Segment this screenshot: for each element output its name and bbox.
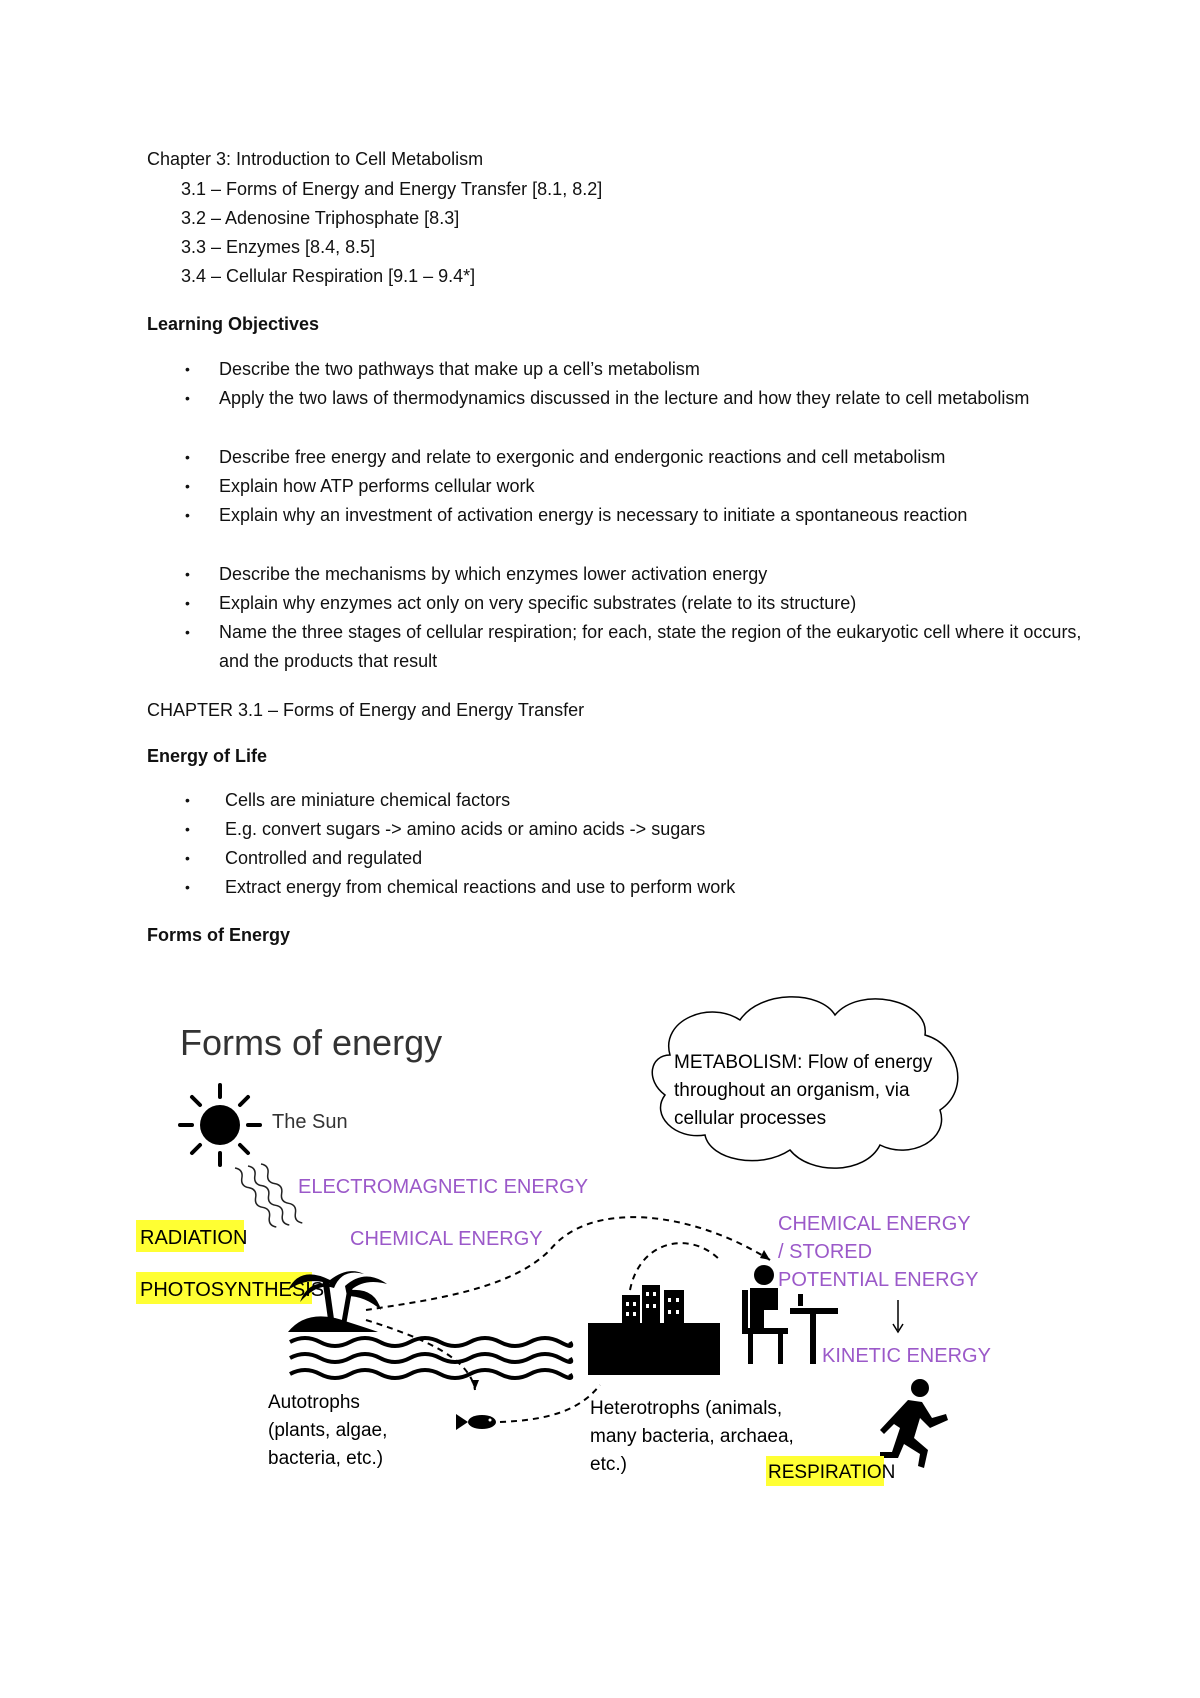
city-icon: [588, 1285, 720, 1375]
bullet-icon: •: [185, 449, 190, 465]
chemical-energy-label: CHEMICAL ENERGY: [350, 1228, 543, 1250]
bullet-icon: •: [185, 595, 190, 611]
forms-of-energy-figure: [130, 990, 1070, 1530]
heterotrophs-line: many bacteria, archaea,: [590, 1426, 794, 1447]
stored-energy-line: CHEMICAL ENERGY: [778, 1213, 971, 1235]
autotrophs-line: (plants, algae,: [268, 1420, 388, 1441]
fish-icon: [456, 1414, 496, 1430]
objective-text: Explain why an investment of activation energy is necessary to initiate a spontaneous reaction: [219, 505, 968, 525]
bullet-icon: •: [185, 624, 190, 640]
energy-of-life-text: Controlled and regulated: [225, 848, 423, 868]
toc-item: 3.3 – Enzymes [8.4, 8.5]: [181, 237, 376, 257]
energy-of-life-text: Extract energy from chemical reactions and use to perform work: [225, 877, 736, 897]
section-title: CHAPTER 3.1 – Forms of Energy and Energy Transfer: [147, 700, 585, 720]
heterotrophs-line: etc.): [590, 1454, 627, 1475]
bullet-icon: •: [185, 821, 190, 837]
toc-item: 3.4 – Cellular Respiration [9.1 – 9.4*]: [181, 266, 476, 286]
objective-text: Apply the two laws of thermodynamics discussed in the lecture and how they relate to cell metabolism: [219, 388, 1030, 408]
objectives-heading: Learning Objectives: [147, 314, 320, 334]
autotrophs-line: bacteria, etc.): [268, 1448, 384, 1469]
objective-text: Describe the two pathways that make up a cell’s metabolism: [219, 359, 700, 379]
toc-item: 3.1 – Forms of Energy and Energy Transfer [8.1, 8.2]: [181, 179, 603, 199]
stored-energy-line: / STORED: [778, 1241, 873, 1263]
kinetic-energy-label: KINETIC ENERGY: [822, 1345, 991, 1367]
objective-text: Explain why enzymes act only on very specific substrates (relate to its structure): [219, 593, 857, 613]
cloud-line: METABOLISM: Flow of energy: [674, 1052, 933, 1073]
runner-icon: [880, 1379, 948, 1468]
heterotrophs-line: Heterotrophs (animals,: [590, 1398, 783, 1419]
figure-canvas: [130, 990, 1070, 1530]
bullet-icon: •: [185, 879, 190, 895]
electromagnetic-label: ELECTROMAGNETIC ENERGY: [298, 1176, 589, 1198]
bullet-icon: •: [185, 390, 190, 406]
chapter-title: Chapter 3: Introduction to Cell Metabolism: [147, 149, 484, 169]
respiration-label: RESPIRATION: [768, 1462, 896, 1483]
objective-text: Explain how ATP performs cellular work: [219, 476, 535, 496]
energy-of-life-text: E.g. convert sugars -> amino acids or amino acids -> sugars: [225, 819, 706, 839]
energy-of-life-text: Cells are miniature chemical factors: [225, 790, 511, 810]
bullet-icon: •: [185, 792, 190, 808]
bullet-icon: •: [185, 566, 190, 582]
objective-text: Name the three stages of cellular respiration; for each, state the region of the eukaryotic cell where it occurs, and the products that result: [219, 622, 1082, 671]
objective-text: Describe the mechanisms by which enzymes lower activation energy: [219, 564, 768, 584]
autotrophs-line: Autotrophs: [268, 1392, 360, 1413]
bullet-icon: •: [185, 507, 190, 523]
sun-icon: [180, 1085, 260, 1165]
forms-heading: Forms of Energy: [147, 925, 291, 945]
radiation-waves-icon: [233, 1162, 305, 1228]
objective-text: Describe free energy and relate to exergonic and endergonic reactions and cell metabolism: [219, 447, 946, 467]
bullet-icon: •: [185, 478, 190, 494]
sun-label: The Sun: [272, 1111, 348, 1133]
bullet-icon: •: [185, 361, 190, 377]
bullet-icon: •: [185, 850, 190, 866]
down-arrow-icon: [893, 1300, 903, 1332]
cloud-line: throughout an organism, via: [674, 1080, 910, 1101]
stored-energy-line: POTENTIAL ENERGY: [778, 1269, 979, 1291]
figure-title: Forms of energy: [180, 1022, 443, 1063]
energy-of-life-heading: Energy of Life: [147, 746, 268, 766]
cloud-line: cellular processes: [674, 1108, 827, 1129]
toc-item: 3.2 – Adenosine Triphosphate [8.3]: [181, 208, 460, 228]
radiation-label: RADIATION: [140, 1227, 248, 1249]
photosynthesis-label: PHOTOSYNTHESIS: [140, 1279, 325, 1301]
